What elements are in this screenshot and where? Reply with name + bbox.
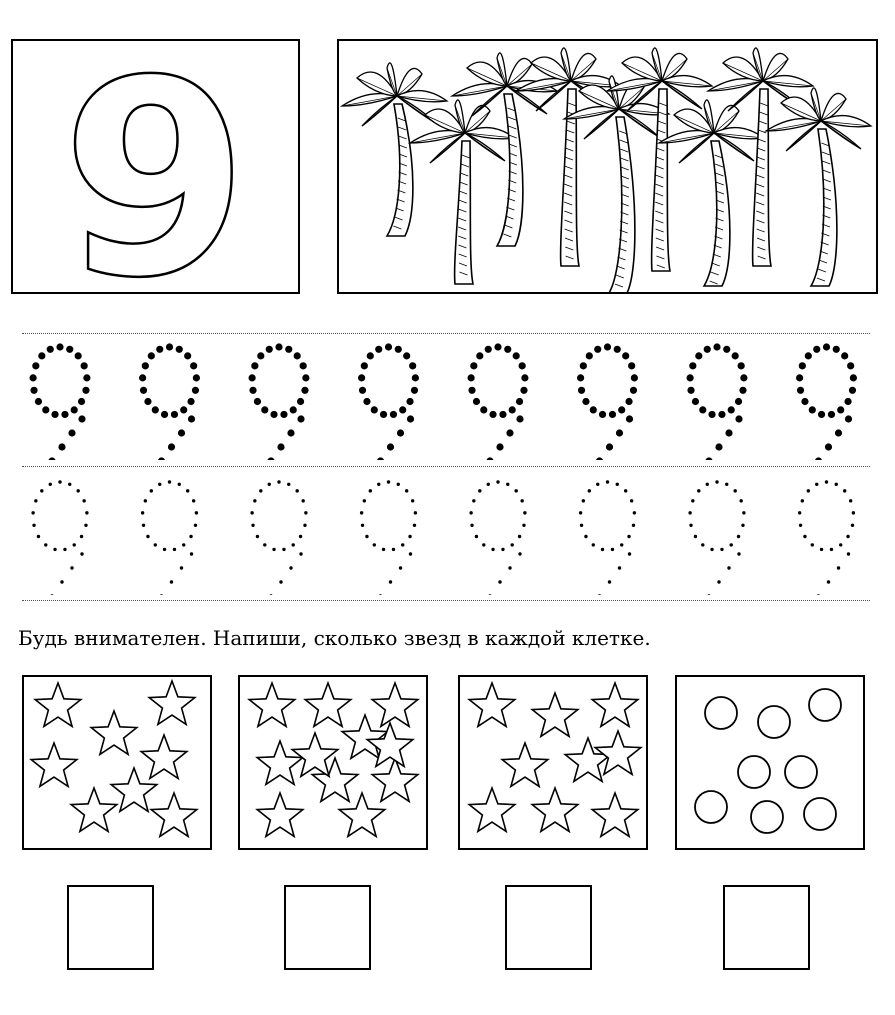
star-group-1 xyxy=(24,677,210,848)
answer-box-4[interactable] xyxy=(723,885,810,970)
star-shape xyxy=(592,793,638,836)
circle-shape xyxy=(785,756,817,788)
trace-row-bold xyxy=(0,335,895,460)
star-shape xyxy=(532,693,578,736)
star-shape xyxy=(111,768,157,811)
star-shape xyxy=(35,683,81,726)
star-shape xyxy=(592,683,638,726)
answer-box-3[interactable] xyxy=(505,885,592,970)
circle-group xyxy=(677,677,863,848)
circle-shape xyxy=(738,756,770,788)
palm-trees-illustration xyxy=(339,41,876,292)
star-shape xyxy=(367,723,413,766)
trace-nine xyxy=(468,343,529,460)
trace-nine xyxy=(798,480,855,595)
star-shape xyxy=(595,731,641,774)
trace-nine xyxy=(796,343,857,460)
circle-shape xyxy=(695,791,727,823)
trace-nine xyxy=(250,480,307,595)
circle-shape xyxy=(758,706,790,738)
guide-line-top xyxy=(22,333,870,334)
star-shape xyxy=(257,793,303,836)
guide-line-middle xyxy=(22,466,870,467)
answer-box-2[interactable] xyxy=(284,885,371,970)
palm-trunk xyxy=(455,141,473,284)
star-shape xyxy=(151,793,197,836)
star-shape xyxy=(91,711,137,754)
circle-shape xyxy=(809,689,841,721)
trace-nine xyxy=(469,480,526,595)
trace-nine xyxy=(31,480,88,595)
star-shape xyxy=(305,683,351,726)
guide-line-bottom xyxy=(22,600,870,601)
trace-nine xyxy=(688,480,745,595)
answer-box-1[interactable] xyxy=(67,885,154,970)
star-shape xyxy=(469,788,515,831)
trace-nine xyxy=(579,480,636,595)
palm-trunk xyxy=(387,104,413,236)
palm-tree xyxy=(766,88,871,286)
circle-shape xyxy=(751,801,783,833)
star-shape xyxy=(532,788,578,831)
palm-trunk xyxy=(609,117,635,292)
star-shape xyxy=(257,741,303,784)
trace-nine xyxy=(360,480,417,595)
count-cell-3 xyxy=(458,675,648,850)
palm-trunk xyxy=(704,141,730,286)
star-shape xyxy=(502,743,548,786)
count-cell-2 xyxy=(238,675,428,850)
palm-trunk xyxy=(652,89,670,271)
trace-nine xyxy=(577,343,638,460)
star-shape xyxy=(469,683,515,726)
trace-nine xyxy=(687,343,748,460)
trace-nine xyxy=(30,343,91,460)
palm-tree xyxy=(410,100,515,284)
outlined-digit-nine xyxy=(13,41,298,292)
star-shape xyxy=(149,681,195,724)
count-cell-4 xyxy=(675,675,865,850)
star-shape xyxy=(31,743,77,786)
digit-glyph: 9 xyxy=(61,41,249,292)
digit-panel xyxy=(11,39,300,294)
star-shape xyxy=(372,683,418,726)
star-shape xyxy=(141,735,187,778)
trace-nine xyxy=(358,343,419,460)
circle-shape xyxy=(804,798,836,830)
palm-tree xyxy=(659,100,764,286)
star-shape xyxy=(249,683,295,726)
star-shape xyxy=(71,788,117,831)
instruction-text: Будь внимателен. Напиши, сколько звезд в каждой клетке. xyxy=(18,626,651,650)
star-group-2 xyxy=(240,677,426,848)
palm-trunk xyxy=(497,94,523,246)
trace-row-light xyxy=(0,470,895,595)
trace-nine xyxy=(141,480,198,595)
trace-nine xyxy=(139,343,200,460)
trace-nine xyxy=(249,343,310,460)
star-group-3 xyxy=(460,677,646,848)
palm-trees-panel xyxy=(337,39,878,294)
palm-tree xyxy=(342,63,447,236)
circle-shape xyxy=(705,697,737,729)
count-cell-1 xyxy=(22,675,212,850)
